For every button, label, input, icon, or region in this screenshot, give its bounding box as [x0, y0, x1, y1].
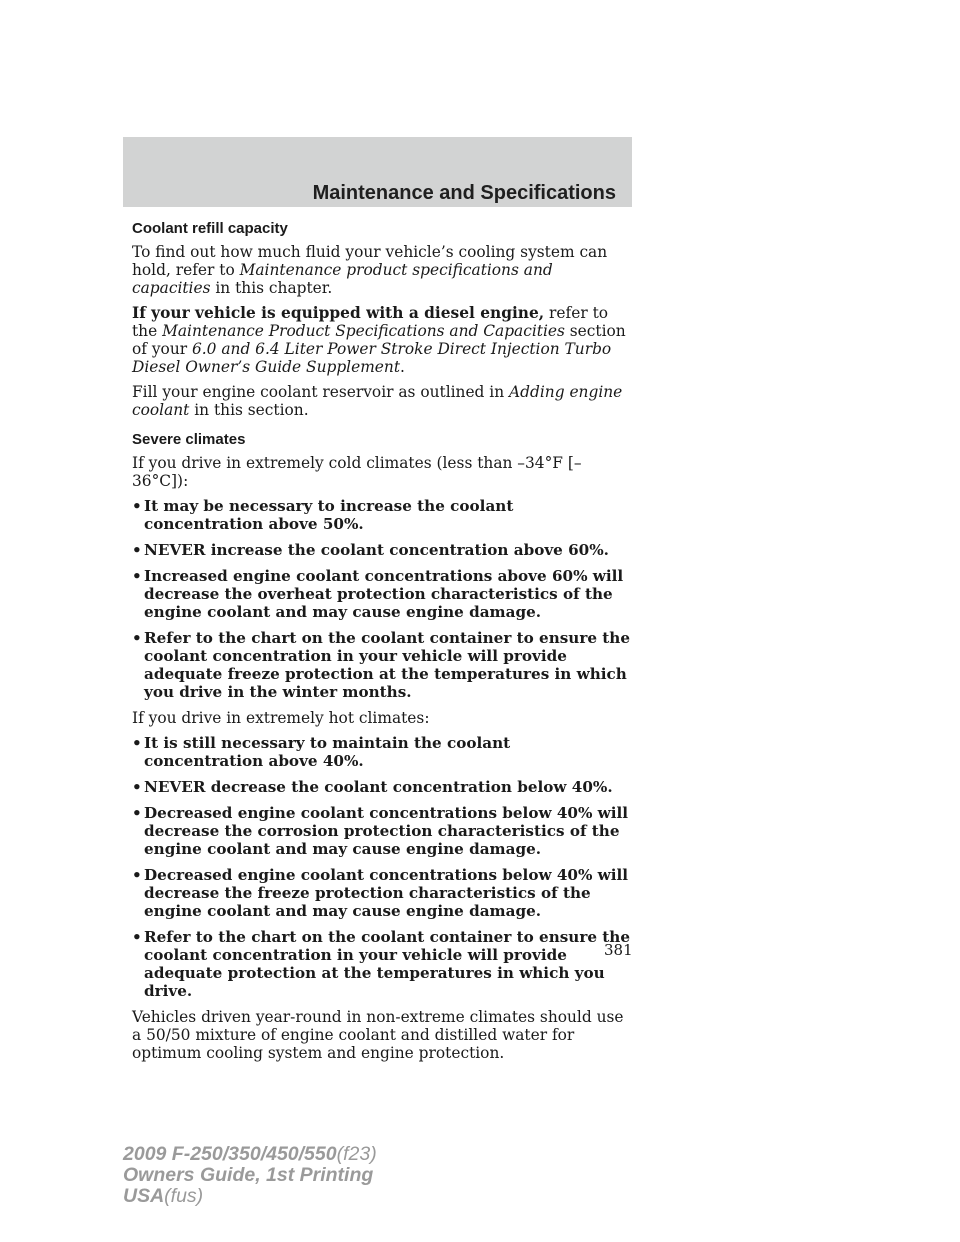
list-item: • Increased engine coolant concentrations above 60% will decrease the overheat protection characteristics of the engine coolant and may cause engine damage.: [132, 567, 632, 621]
page-number: 381: [604, 941, 633, 959]
paragraph-hot-intro: If you drive in extremely hot climates:: [132, 709, 430, 727]
section-header-band: [123, 137, 632, 207]
paragraph-cold-intro: If you drive in extremely cold climates (less than –34°F [–36°C]):: [132, 454, 582, 490]
heading-severe-climates: Severe climates: [132, 431, 246, 448]
paragraph-refill-reference: To find out how much fluid your vehicle’s cooling system can hold, refer to Maintenance product specifications and capacities in this chapter.: [132, 243, 608, 297]
list-item: • It may be necessary to increase the coolant concentration above 50%.: [132, 497, 632, 533]
document-footer: [123, 1144, 377, 1207]
list-item: • Decreased engine coolant concentrations below 40% will decrease the freeze protection characteristics of the engine coolant and may cause engine damage.: [132, 866, 632, 920]
hot-climate-list: [132, 734, 632, 1000]
reference-maintenance-specs: Maintenance product specifications and capacities: [132, 261, 553, 297]
cold-climate-list: [132, 497, 632, 701]
footer-line-model: 2009 F-250/350/450/550(f23): [123, 1143, 377, 1165]
list-item: • Refer to the chart on the coolant container to ensure the coolant concentration in your vehicle will provide adequate protection at the temperatures in which you drive.: [132, 928, 632, 1000]
reference-adding-coolant: Adding engine coolant: [132, 383, 623, 419]
list-item: • It is still necessary to maintain the coolant concentration above 40%.: [132, 734, 632, 770]
diesel-engine-lead: If your vehicle is equipped with a diesel engine,: [132, 304, 545, 322]
section-header-title: Maintenance and Specifications: [312, 182, 616, 204]
reference-diesel-supplement: 6.0 and 6.4 Liter Power Stroke Direct Injection Turbo Diesel Owner’s Guide Supplement: [132, 340, 612, 376]
heading-coolant-refill-capacity: Coolant refill capacity: [132, 220, 288, 237]
footer-line-market: USA(fus): [123, 1185, 204, 1207]
list-item: • Refer to the chart on the coolant container to ensure the coolant concentration in your vehicle will provide adequate freeze protection at the temperatures in which you drive in the winter months.: [132, 629, 632, 701]
list-item: • NEVER increase the coolant concentration above 60%.: [132, 541, 632, 559]
paragraph-closing: Vehicles driven year-round in non-extreme climates should use a 50/50 mixture of engine coolant and distilled water for optimum cooling system and engine protection.: [132, 1008, 624, 1062]
paragraph-fill-reservoir: Fill your engine coolant reservoir as outlined in Adding engine coolant in this section.: [132, 383, 623, 419]
footer-line-printing: Owners Guide, 1st Printing: [123, 1164, 374, 1186]
list-item: • NEVER decrease the coolant concentration below 40%.: [132, 778, 632, 796]
reference-diesel-specs: Maintenance Product Specifications and Capacities: [162, 322, 565, 340]
paragraph-diesel-engine: If your vehicle is equipped with a diesel engine, refer to the Maintenance Product Specifications and Capacities section of your 6.0 and 6.4 Liter Power Stroke Direct Injection Turbo Diesel Owner’s Guide Supplement.: [132, 304, 626, 376]
list-item: • Decreased engine coolant concentrations below 40% will decrease the corrosion protection characteristics of the engine coolant and may cause engine damage.: [132, 804, 632, 858]
page-content: [132, 220, 632, 1069]
